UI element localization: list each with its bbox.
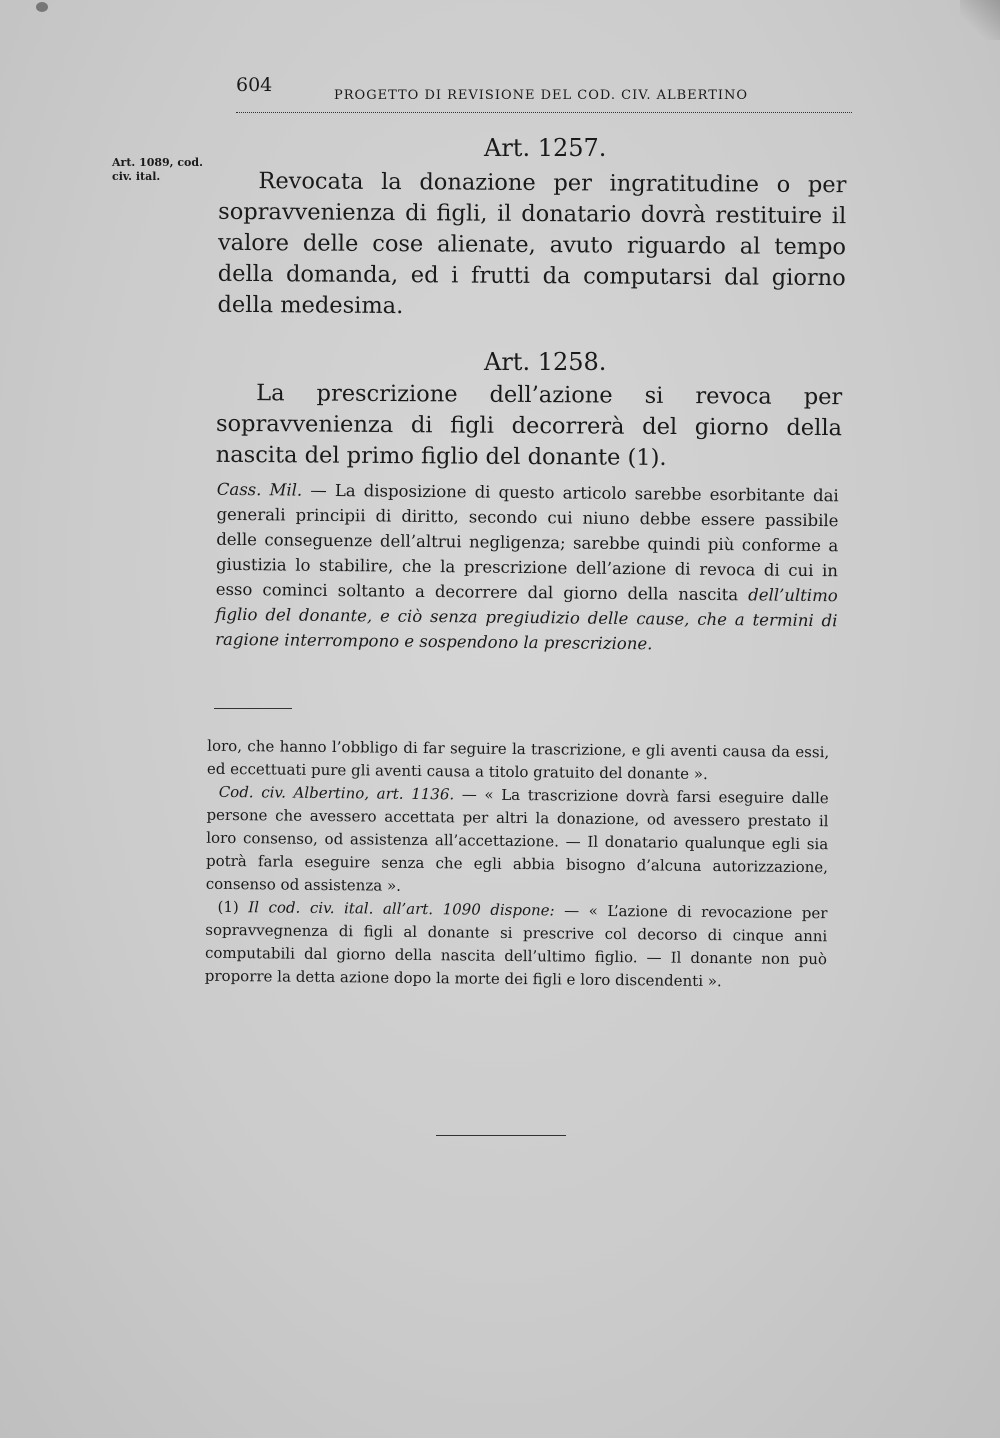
footnote-continuation: loro, che hanno l’obbligo di far seguire la trascrizione, e gli aventi causa da essi, ed eccettuati pure gli aventi causa a titolo gratuito del donante ». xyxy=(206,736,830,783)
ink-spot xyxy=(36,2,48,12)
footnotes xyxy=(205,735,830,994)
article-1257-title: Art. 1257. xyxy=(484,134,607,162)
commentary-dash: — xyxy=(302,480,335,500)
margin-note xyxy=(112,156,222,184)
commentary-source: Cass. Mil. xyxy=(216,479,303,500)
footnote-separator xyxy=(214,708,292,709)
page-number: 604 xyxy=(236,74,273,96)
footnote-cod-albertino xyxy=(206,781,829,903)
article-1258-title: Art. 1258. xyxy=(484,348,607,376)
page-corner-shadow xyxy=(960,0,1000,40)
end-rule xyxy=(436,1135,566,1136)
footnote-1-text: — « L’azione di revocazione per sopravvegnenza di figli al donante si prescrive col decorso di cinque anni computabili dal giorno della nascita dell’ultimo figlio. — Il donante non può proporre la detta azione dopo la morte dei figli e loro discendenti ». xyxy=(204,901,828,991)
page-header xyxy=(236,74,852,114)
footnote-1-source: Il cod. civ. ital. all’art. 1090 dispone: xyxy=(238,898,555,920)
article-1258-body xyxy=(216,378,843,475)
commentary-text: La disposizione di questo articolo sarebbe esorbitante dai generali principii di diritto, secondo cui niuno debbe essere passibile delle conseguenze dell’altrui negligenza; sarebbe quindi più conforme a giustizia lo stabilire, che la prescrizione dell’azione di revoca di cui in esso cominci soltanto a decorrere dal giorno della nascita xyxy=(215,480,839,605)
commentary-italic-text: dell’ultimo figlio del donante, e ciò senza pregiudizio delle cause, che a termini di ragione interrompono e sospendono la prescrizione. xyxy=(215,585,838,654)
running-head: PROGETTO DI REVISIONE DEL COD. CIV. ALBERTINO xyxy=(334,88,749,103)
article-1257-text: Revocata la donazione per ingratitudine o per sopravvenienza di figli, il donatario dovrà restituire il valore delle cose alienate, avuto riguardo al tempo della domanda, ed i frutti da computarsi dal giorno della medesima. xyxy=(217,168,847,320)
margin-note-line: Art. 1089, cod. xyxy=(112,156,203,169)
header-rule xyxy=(236,112,852,113)
footnote-cod-source: Cod. civ. Albertino, art. 1136. xyxy=(218,782,455,804)
margin-note-line: civ. ital. xyxy=(112,170,161,183)
footnote-1 xyxy=(205,896,828,995)
commentary-note xyxy=(215,477,839,659)
footnote-cod-text: — « La trascrizione dovrà farsi eseguire dalle persone che avessero accettata per altri la donazione, od avessero prestato il loro consenso, od assistenza all’accettazione. — Il donatario qualunque egli sia potrà farla eseguire senza che egli abbia bisogno d’alcuna autorizzazione, consenso od assistenza ». xyxy=(205,785,829,895)
footnote-1-mark: (1) xyxy=(217,897,239,917)
footnote-reference: (1). xyxy=(627,444,667,471)
article-1258-text: La prescrizione dell’azione si revoca per sopravvenienza di figli decorrerà del giorno della nascita del primo figlio del donante xyxy=(215,380,843,471)
